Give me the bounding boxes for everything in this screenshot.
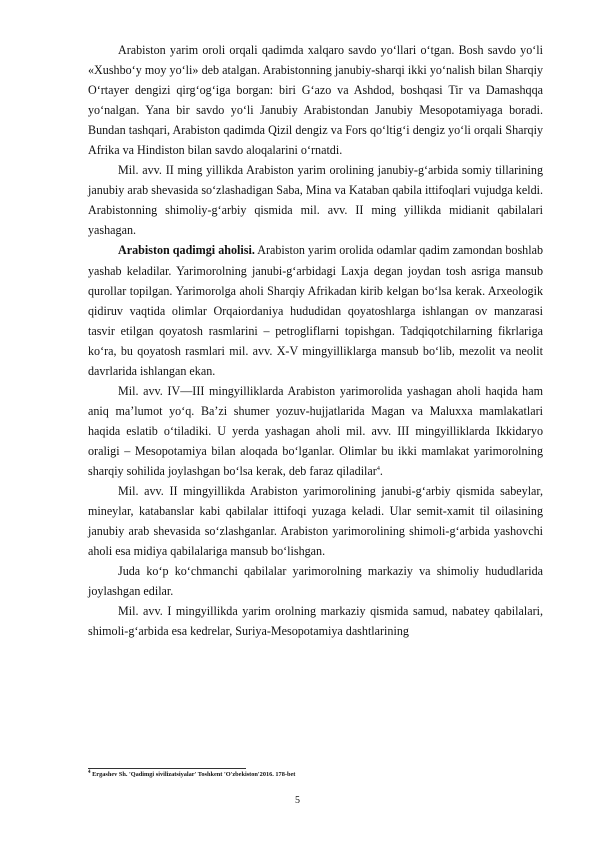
footnote-text: Ergashev Sh. 'Qadimgi sivilizatsiyalar' Toshkent 'O'zbekiston'2016. 178-bet bbox=[90, 771, 296, 778]
page-body bbox=[88, 40, 543, 641]
footnote bbox=[88, 771, 543, 778]
paragraph-ancient-population: Arabiston qadimgi aholisi. Arabiston yarim orolida odamlar qadim zamondan boshlab yashab keladilar. Yarimorolning janubi-g‘arbidagi Laxja degan joydan tosh asriga mansub qurollar topilgan. Yarimorolga aholi Sharqiy Afrikadan kirib kelgan bo‘lsa kerak. Arxeologik qidiruv vaqtida olimlar Orqaiordaniya hududidan qoyatoshlarga ishlangan ov manzarasi tasvir etilgan qoyatosh rasmlarini – petrogliflarni topishgan. Tadqiqotchilarning fikrlariga ko‘ra, bu qoyatosh rasmlari mil. avv. X-V mingyilliklarga mansub bo‘lib, mezolit va neolit davrlarida ishlangan ekan. bbox=[88, 243, 543, 378]
paragraph-magan-maluxxa: Mil. avv. IV—III mingyilliklarda Arabiston yarimorolida yashagan aholi haqida ham aniq ma’lumot yo‘q. Ba’zi shumer yozuv-hujjatlarida Magan va Maluxxa mamlakatlari haqida eslatib o‘tiladiki. U yerda yashagan aholi mil. avv. III mingyilliklarda Ikkidaryo oraligi – Mesopotamiya bilan aloqada bo‘lganlar. Olimlar bu ikki mamlakat yarimorolning sharqiy sohilida joylashgan bo‘lsa kerak, deb faraz qiladilar$^4$. bbox=[88, 383, 543, 478]
paragraph-first-millennium: Mil. avv. I mingyillikda yarim orolning markaziy qismida samud, nabatey qabilalari, shimoli-g‘arbida esa kedrelar, Suriya-Mesopotamiya dashtlarining bbox=[88, 604, 543, 639]
footnote-separator bbox=[88, 768, 246, 769]
paragraph-nomads: Juda ko‘p ko‘chmanchi qabilalar yarimorolning markaziy va shimoliy hududlarida joylashgan edilar. bbox=[88, 564, 543, 599]
paragraph-tribal-unions: Mil. avv. II ming yillikda Arabiston yarim orolining janubiy-g‘arbida somiy tillarining janubiy arab shevasida so‘zlashadigan Saba, Mina va Kataban qabila ittifoqlari vujudga keldi. Arabistonning shimoliy-g‘arbiy qismida mil. avv. II ming yillikda midianit qabilalari yashagan. bbox=[88, 163, 543, 238]
section-heading: Arabiston qadimgi aholisi. bbox=[118, 243, 255, 258]
paragraph-sabeans: Mil. avv. II mingyillikda Arabiston yarimorolining janubi-g‘arbiy qismida sabeylar, mineylar, katabanslar kabi qabilalar ittifoqi yuzaga keladi. Ular semit-xamit til oilasining janubiy arab shevasida so‘zlashganlar. Arabiston yarimorolining shimoli-g‘arbida yashovchi aholi esa midiya qabilalariga mansub bo‘lishgan. bbox=[88, 484, 543, 559]
page-number: 5 bbox=[295, 795, 300, 806]
paragraph-trade-routes: Arabiston yarim oroli orqali qadimda xalqaro savdo yo‘llari o‘tgan. Bosh savdo yo‘li «Xushbo‘y moy yo‘li» deb atalgan. Arabistonning janubiy-sharqi ikki yo‘nalish bilan Sharqiy O‘rtayer dengizi qirg‘og‘iga borgan: biri G‘azo va Ashdod, boshqasi Tir va Damashqqa yo‘nalgan. Yana bir savdo yo‘li Janubiy Arabistondan Janubiy Mesopotamiyaga boradi. Bundan tashqari, Arabiston qadimda Qizil dengiz va Fors qo‘ltig‘i dengiz yo‘li orqali Sharqiy Afrika va Hindiston bilan savdo aloqalarini o‘rnatdi. bbox=[88, 43, 543, 158]
footnote-marker: 4 bbox=[88, 769, 91, 775]
footnote-reference[interactable]: 4 bbox=[376, 465, 380, 472]
